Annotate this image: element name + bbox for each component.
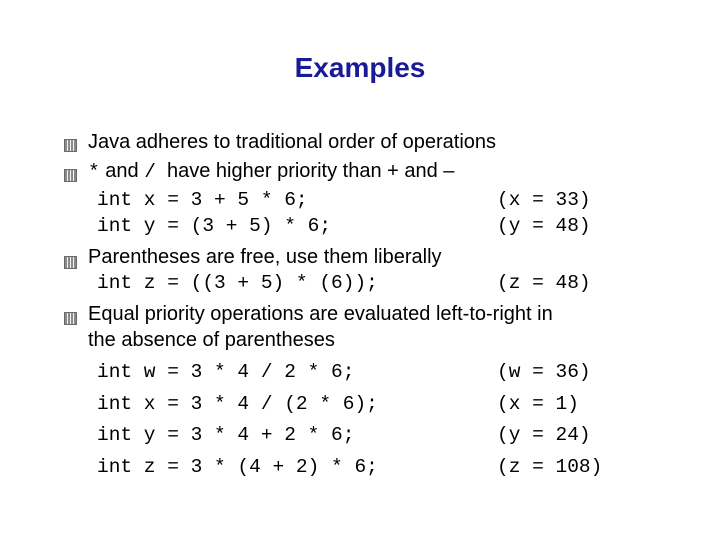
multiply-operator: * [88, 161, 100, 183]
bullet-text: Parentheses are free, use them liberally [88, 246, 442, 268]
bullet-icon [64, 312, 77, 325]
code-expression: int z = 3 * (4 + 2) * 6; [97, 456, 378, 478]
bullet-text [88, 160, 454, 183]
bullet-icon [64, 256, 77, 269]
code-expression: int y = (3 + 5) * 6; [97, 215, 332, 237]
code-result: (x = 1) [497, 393, 579, 415]
code-result: (y = 48) [497, 215, 591, 237]
bullet-icon [64, 139, 77, 152]
bullet-text-continuation: the absence of parentheses [88, 329, 335, 351]
divide-operator: / [144, 161, 156, 183]
code-result: (x = 33) [497, 189, 591, 211]
code-result: (w = 36) [497, 361, 591, 383]
bullet-icon [64, 169, 77, 182]
code-result: (z = 108) [497, 456, 603, 478]
code-expression: int w = 3 * 4 / 2 * 6; [97, 361, 355, 383]
conjunction-text: and [99, 160, 145, 182]
code-expression: int x = 3 + 5 * 6; [97, 189, 308, 211]
code-expression: int z = ((3 + 5) * (6)); [97, 272, 378, 294]
code-expression: int y = 3 * 4 + 2 * 6; [97, 424, 355, 446]
code-result: (y = 24) [497, 424, 591, 446]
code-expression: int x = 3 * 4 / (2 * 6); [97, 393, 378, 415]
bullet-text-rest: have higher priority than + and – [155, 160, 455, 182]
bullet-text: Java adheres to traditional order of operations [88, 131, 497, 153]
bullet-text: Equal priority operations are evaluated left-to-right in [88, 303, 553, 325]
code-result: (z = 48) [497, 272, 591, 294]
slide-title: Examples [294, 52, 426, 83]
